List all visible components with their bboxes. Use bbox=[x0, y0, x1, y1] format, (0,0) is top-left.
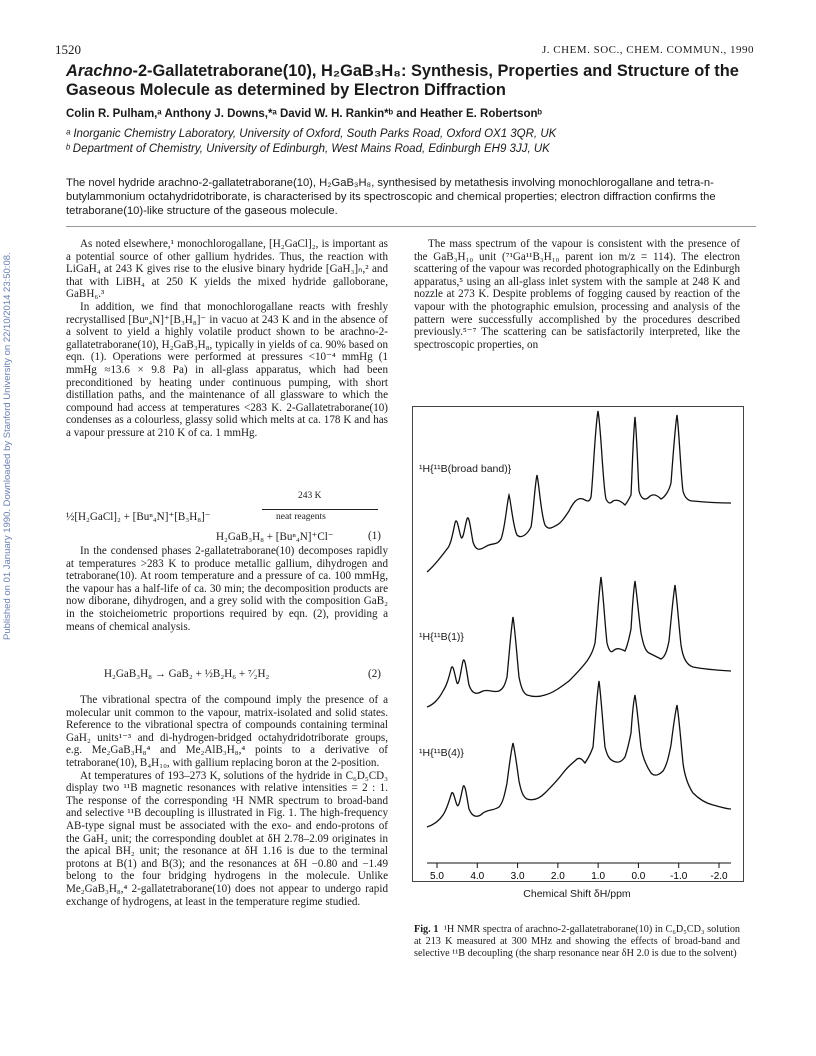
paragraph: The vibrational spectra of the compound imply the presence of a molecular unit common to the vapour, matrix-isolated and solid states. Reference to the vibrational spectra of compounds containing terminal GaH₂ units¹⁻³ and di-hydrogen-bridged octahydridotriborate groups, e.g. Me₂GaB₃H₈⁴ and Me₂AlB₃H₈,⁴ points to a derivative of tetraborane(10), B₄H₁₀, with gallium replacing boron at the 2-position. bbox=[66, 694, 388, 769]
title-italic-part: Arachno bbox=[66, 62, 133, 80]
equation-2-body: H₂GaB₃H₈ → GaB₂ + ½B₂H₆ + ⁷⁄₂H₂ bbox=[104, 668, 270, 680]
title-rest: -2-Gallatetraborane(10), H₂GaB₃H₈: Synthesis, Properties and Structure of the Gaseous Molecule as determined by Electron Diffraction bbox=[66, 62, 739, 99]
caption-label: Fig. 1 bbox=[414, 924, 439, 935]
equation-1-condition-below: neat reagents bbox=[276, 512, 326, 522]
equation-1-products: H₂GaB₃H₈ + [Buⁿ₄N]⁺Cl⁻ bbox=[216, 531, 334, 543]
paragraph: At temperatures of 193–273 K, solutions of the hydride in C₆D₅CD₃ display two ¹¹B magnetic resonances with relative intensities = 2 : 1. The response of the corresponding ¹H NMR spectrum to broad-band and selective ¹¹B decoupling is illustrated in Fig. 1. The high-frequency AB-type signal must be associated with the exo- and endo-protons of the GaH₂ unit; the corresponding doublet at δH 2.78–2.09 originates in the apical BH₂ unit; the resonance at δH 1.16 is due to the terminal protons at B(1) and B(3); and the resonances at δH −0.80 and −1.49 belong to the four bridging hydrogens in the molecule. Unlike Me₂GaB₃H₈,⁴ 2-gallatetraborane(10) does not appear to undergo rapid exchange of hydrogens, at least in the temperature regime studied. bbox=[66, 769, 388, 908]
author-list: Colin R. Pulham,ᵃ Anthony J. Downs,*ᵃ David W. H. Rankin*ᵇ and Heather E. Robertsonᵇ bbox=[66, 108, 543, 120]
caption-text: ¹H NMR spectra of arachno-2-gallatetraborane(10) in C₆D₅CD₃ solution at 213 K measured at 300 MHz and showing the effects of broad-band and selective ¹¹B decoupling (the sharp resonance near δH 2.0 is due to the solvent) bbox=[414, 924, 741, 959]
trace-label-b1: ¹H{¹¹B(1)} bbox=[419, 631, 464, 643]
equation-2-number: (2) bbox=[368, 668, 381, 680]
download-watermark-text: Published on 01 January 1990. Downloaded by Stanford University on 22/10/2014 23:50:08. bbox=[2, 252, 13, 640]
x-axis-tick-label: -2.0 bbox=[710, 871, 728, 881]
spectrum-trace-b4 bbox=[427, 681, 731, 827]
paragraph: In addition, we find that monochlorogallane reacts with freshly recrystallised [Buⁿ₄N]⁺[B₃H₈]⁻ in vacuo at 243 K and in the absence of a solvent to yield a highly volatile product shown to be arachno-2-gallatetraborane(10), H₂GaB₃H₈, typically in yields of ca. 90% based on eqn. (1). Operations were performed at pressures <10⁻⁴ mmHg (1 mmHg ≈13.6 × 9.8 Pa) in all-glass apparatus, which had been preconditioned by heating under continuous pumping, with short distillation paths, and the maintenance of all glassware to which the compound had access at temperatures <283 K. 2-Gallatetraborane(10) condenses as a colourless, glassy solid which melts at ca. 178 K and has a vapour pressure at 210 K of ca. 1 mmHg. bbox=[66, 300, 388, 439]
affiliation-a: ᵃ Inorganic Chemistry Laboratory, University of Oxford, South Parks Road, Oxford OX1 3QR, UK bbox=[66, 128, 557, 140]
spectrum-trace-b1 bbox=[427, 577, 731, 707]
equation-1-number: (1) bbox=[368, 530, 381, 542]
paragraph: As noted elsewhere,¹ monochlorogallane, [H₂GaCl]₂, is important as a potential source of other gallium hydrides. Thus, the reaction with LiGaH₄ at 243 K gives rise to the elusive binary hydride [GaH₃]ₙ,² and that with LiBH₄ at 250 K yields the mixed hydride galloborane, GaBH₆.³ bbox=[66, 238, 388, 301]
figure-1 bbox=[412, 406, 744, 882]
article-title bbox=[66, 62, 766, 100]
affiliation-b: ᵇ Department of Chemistry, University of Edinburgh, West Mains Road, Edinburgh EH9 3JJ, UK bbox=[66, 143, 550, 155]
left-column-para-3 bbox=[66, 545, 388, 633]
paragraph: The mass spectrum of the vapour is consistent with the presence of the GaB₃H₁₀ unit (⁷¹Ga¹¹B₃H₁₀ parent ion m/z = 114). The electron scattering of the vapour was recorded photographically on the Edinburgh apparatus,⁵ using an all-glass inlet system with the sample at 248 K and nozzle at 273 K. Despite problems of fogging caused by reaction of the vapour with the photographic emulsion, processing and analysis of the pattern were successfully accomplished by the procedures described previously.⁵⁻⁷ The scattering can be satisfactorily interpreted, like the spectroscopic properties, on bbox=[414, 238, 740, 351]
equation-1 bbox=[66, 491, 388, 543]
x-axis-label: Chemical Shift δH/ppm bbox=[523, 888, 631, 900]
x-axis-tick-label: 0.0 bbox=[631, 871, 646, 881]
trace-label-broad-band: ¹H{¹¹B(broad band)} bbox=[419, 463, 512, 475]
page-number: 1520 bbox=[55, 42, 81, 57]
figure-1-caption bbox=[414, 924, 740, 960]
left-column-para-4 bbox=[66, 694, 388, 908]
nmr-spectra-plot bbox=[413, 407, 743, 881]
x-axis-ticks bbox=[430, 863, 728, 881]
x-axis-tick-label: 2.0 bbox=[550, 871, 565, 881]
x-axis-tick-label: 3.0 bbox=[510, 871, 525, 881]
equation-1-condition-above: 243 K bbox=[298, 491, 322, 501]
equation-2 bbox=[66, 668, 388, 684]
equation-1-arrow bbox=[262, 509, 378, 510]
abstract: The novel hydride arachno-2-gallatetraborane(10), H₂GaB₃H₈, synthesised by metathesis involving monochlorogallane and tetra-n-butylammonium octahydridotriborate, is characterised by its spectroscopic and chemical properties; electron diffraction confirms the tetraborane(10)-like structure of the gaseous molecule. bbox=[66, 177, 716, 218]
abstract-divider bbox=[66, 226, 756, 227]
x-axis-tick-label: -1.0 bbox=[670, 871, 688, 881]
paragraph: In the condensed phases 2-gallatetraborane(10) decomposes rapidly at temperatures >283 K to produce metallic gallium, dihydrogen and tetraborane(10). At room temperature and a pressure of ca. 100 mmHg, the vapour has a half-life of ca. 30 min; the decomposition products are now diborane, dihydrogen, and a grey solid with the composition GaB₂ in the stoicheiometric proportions required by eqn. (2), providing a means of chemical analysis. bbox=[66, 545, 388, 633]
right-column-text bbox=[414, 238, 740, 351]
download-watermark bbox=[2, 240, 16, 640]
x-axis-tick-label: 1.0 bbox=[591, 871, 606, 881]
left-column-para-1 bbox=[66, 238, 388, 440]
trace-label-b4: ¹H{¹¹B(4)} bbox=[419, 747, 464, 759]
journal-running-head: J. CHEM. SOC., CHEM. COMMUN., 1990 bbox=[542, 44, 754, 56]
x-axis-tick-label: 5.0 bbox=[430, 871, 444, 881]
equation-1-reactants: ½[H₂GaCl]₂ + [Buⁿ₄N]⁺[B₃H₈]⁻ bbox=[66, 511, 211, 523]
spectrum-trace-broad-band bbox=[427, 411, 731, 572]
x-axis-tick-label: 4.0 bbox=[470, 871, 485, 881]
